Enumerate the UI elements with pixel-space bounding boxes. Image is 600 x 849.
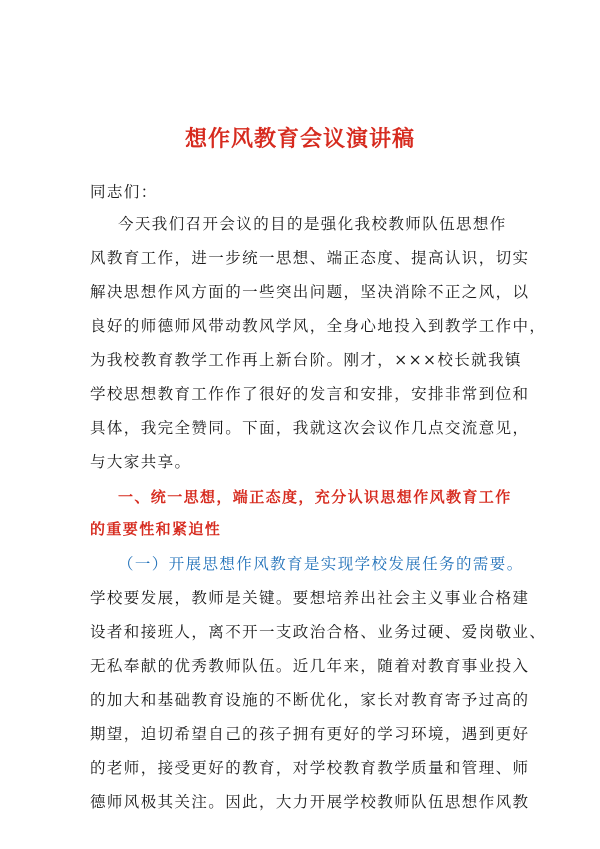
para2-line: 无私奉献的优秀教师队伍。近几年来，随着对教育事业投入 (90, 657, 530, 675)
para2-line: 设者和接班人，离不开一支政治合格、业务过硬、爱岗敬业、 (90, 623, 547, 641)
subsection-heading: （一）开展思想作风教育是实现学校发展任务的需要。 (118, 555, 524, 573)
para1-line: 良好的师德师风带动教风学风，全身心地投入到教学工作中， (90, 317, 547, 335)
para2-line: 德师风极其关注。因此，大力开展学校教师队伍思想作风教 (90, 793, 530, 811)
section-heading-line: 的重要性和紧迫性 (90, 520, 222, 538)
para2-line: 期望，迫切希望自己的孩子拥有更好的学习环境，遇到更好 (90, 725, 530, 743)
para1-line: 具体，我完全赞同。下面，我就这次会议作几点交流意见， (90, 419, 530, 437)
document-title: 想作风教育会议演讲稿 (184, 126, 415, 152)
salutation: 同志们： (90, 183, 158, 201)
para1-line: 今天我们召开会议的目的是强化我校教师队伍思想作 (118, 215, 507, 233)
para1-line: 解决思想作风方面的一些突出问题，坚决消除不正之风，以 (90, 283, 530, 301)
para1-line: 与大家共享。 (90, 453, 192, 471)
section-heading-line: 一、统一思想，端正态度，充分认识思想作风教育工作 (118, 488, 512, 506)
para2-line: 的老师，接受更好的教育，对学校教育教学质量和管理、师 (90, 759, 530, 777)
para2-line: 学校要发展，教师是关键。要想培养出社会主义事业合格建 (90, 589, 530, 607)
para2-line: 的加大和基础教育设施的不断优化，家长对教育寄予过高的 (90, 691, 530, 709)
para1-line: 学校思想教育工作作了很好的发言和安排，安排非常到位和 (90, 385, 530, 403)
para1-line: 为我校教育教学工作再上新台阶。刚才，×××校长就我镇 (90, 351, 522, 369)
para1-line: 风教育工作，进一步统一思想、端正态度、提高认识，切实 (90, 249, 530, 267)
